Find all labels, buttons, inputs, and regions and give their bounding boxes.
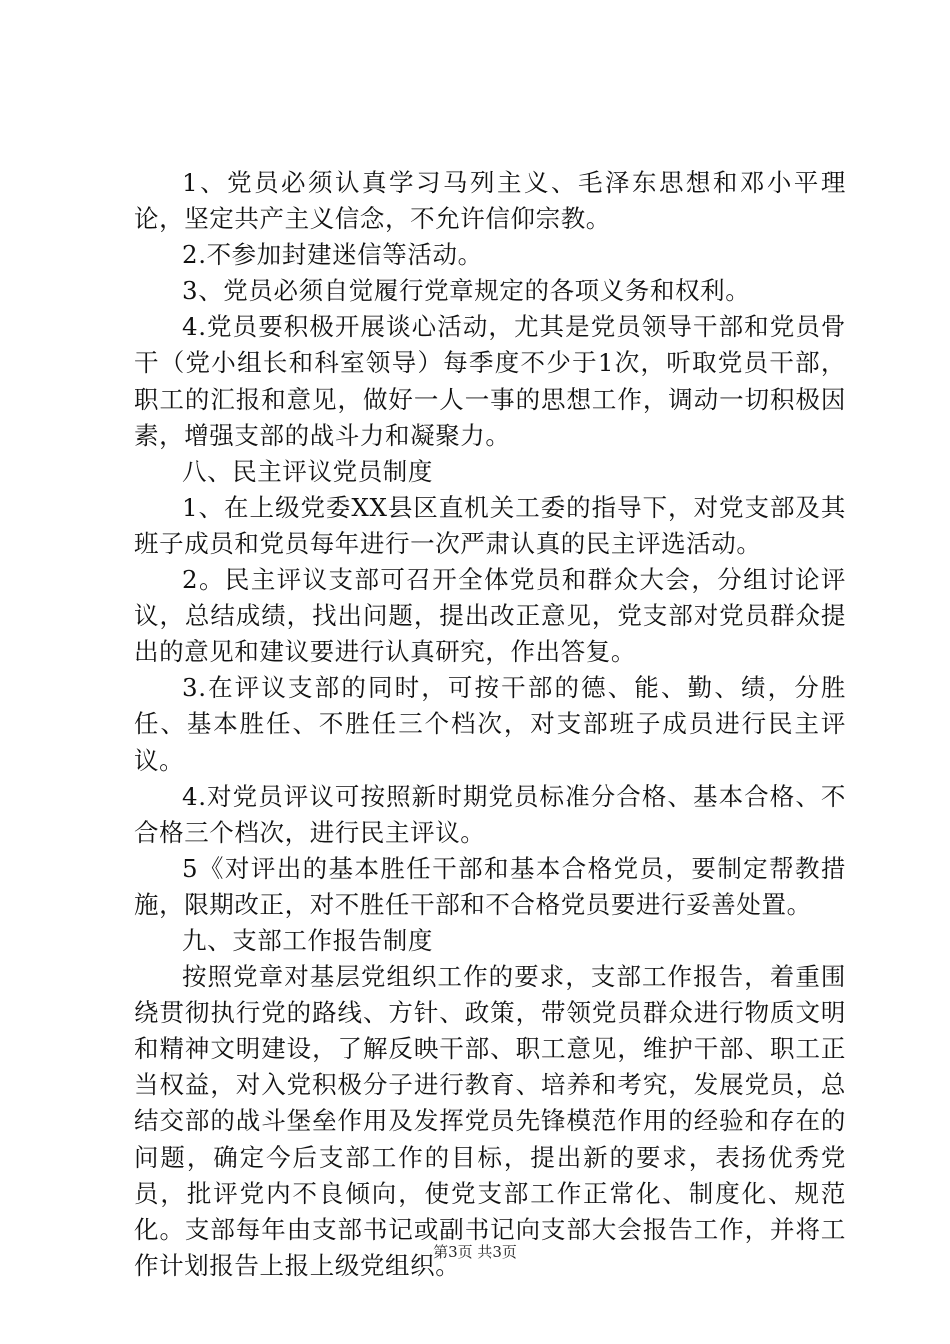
paragraph-review-guidance: 1、在上级党委XX县区直机关工委的指导下，对党支部及其班子成员和党员每年进行一次严肃认真的民主评选活动。	[134, 492, 846, 558]
section-heading-democratic-review: 八、民主评议党员制度	[182, 456, 433, 486]
paragraph-work-report-details: 按照党章对基层党组织工作的要求，支部工作报告，着重围绕贯彻执行党的路线、方针、政策，带领党员群众进行物质文明和精神文明建设，了解反映干部、职工意见，维护干部、职工正当权益，对入党积极分子进行教育、培养和考究，发展党员，总结交部的战斗堡垒作用及发挥党员先锋模范作用的经验和存在的问题，确定今后支部工作的目标，提出新的要求，表扬优秀党员，批评党内不良倾向，使党支部工作正常化、制度化、规范化。支部每年由支部书记或副书记向支部大会报告工作，并将工作计划报告上报上级党组织。	[134, 962, 846, 1280]
paragraph-corrective-measures: 5《对评出的基本胜任干部和基本合格党员，要制定帮教措施，限期改正，对不胜任干部和不合格党员要进行妥善处置。	[134, 853, 846, 919]
paragraph-no-superstition: 2.不参加封建迷信等活动。	[182, 240, 483, 270]
paragraph-cadre-grading: 3.在评议支部的同时，可按干部的德、能、勤、绩，分胜任、基本胜任、不胜任三个档次，对支部班子成员进行民主评议。	[134, 673, 846, 775]
document-body	[134, 165, 846, 1284]
paragraph-member-grading: 4.对党员评议可按照新时期党员标准分合格、基本合格、不合格三个档次，进行民主评议。	[134, 781, 846, 847]
paragraph-review-meeting: 2。民主评议支部可召开全体党员和群众大会，分组讨论评议，总结成绩，找出问题，提出改正意见，党支部对党员群众提出的意见和建议要进行认真研究，作出答复。	[134, 565, 846, 667]
page-number-footer: 第3页 共3页	[433, 1243, 517, 1261]
paragraph-study-theory: 1、党员必须认真学习马列主义、毛泽东思想和邓小平理论，坚定共产主义信念，不允许信仰宗教。	[134, 168, 846, 234]
paragraph-heart-to-heart-talks: 4.党员要积极开展谈心活动，尤其是党员领导干部和党员骨干（党小组长和科室领导）每季度不少于1次，听取党员干部，职工的汇报和意见，做好一人一事的思想工作，调动一切积极因素，增强支部的战斗力和凝聚力。	[134, 312, 846, 450]
section-heading-work-report: 九、支部工作报告制度	[182, 925, 433, 955]
paragraph-duties-rights: 3、党员必须自觉履行党章规定的各项义务和权利。	[182, 276, 751, 306]
